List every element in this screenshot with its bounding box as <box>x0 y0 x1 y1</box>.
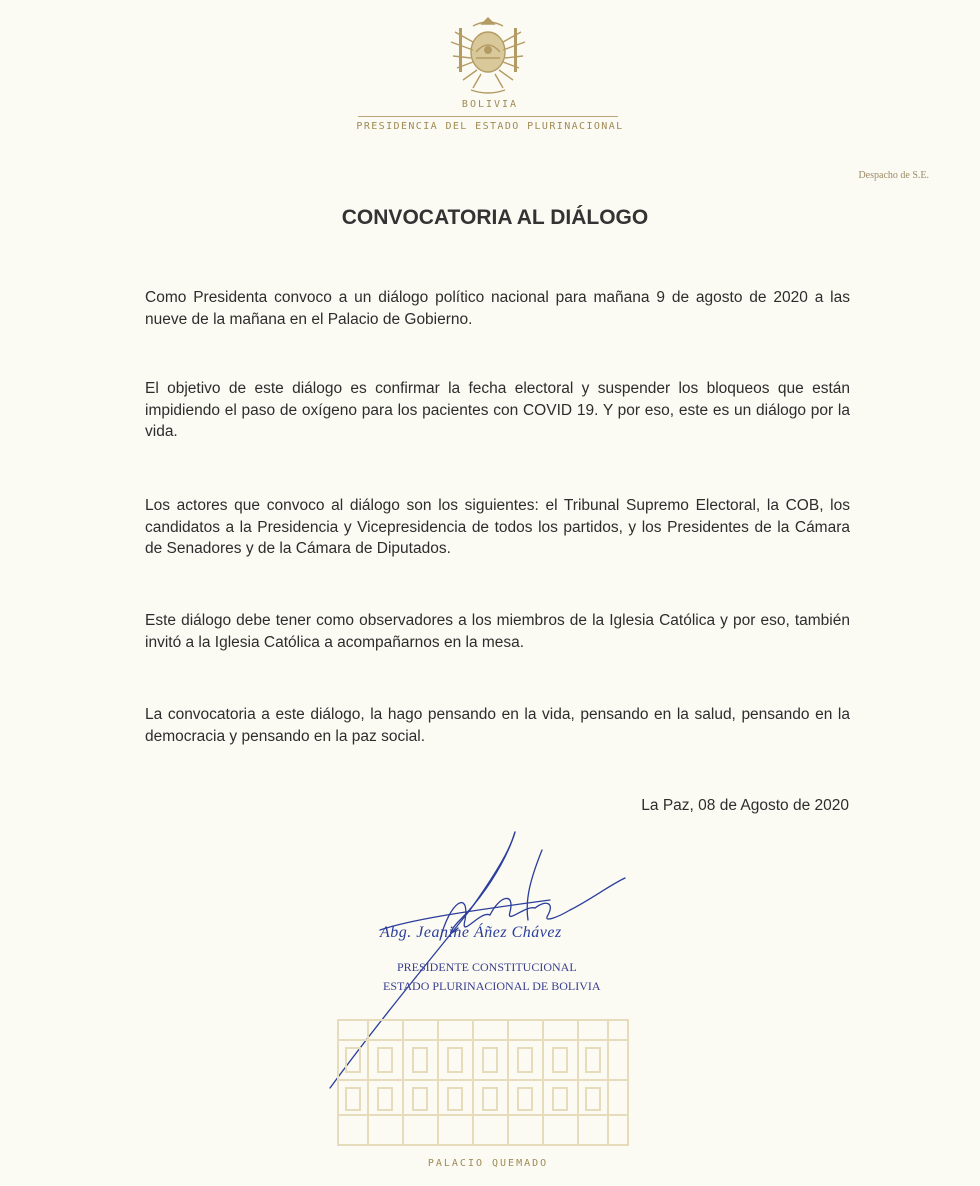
signature-state: ESTADO PLURINACIONAL DE BOLIVIA <box>383 979 601 993</box>
paragraph-4: Este diálogo debe tener como observadores a los miembros de la Iglesia Católica y por eso, también invitó a la Iglesia Católica a acompañarnos en la mesa. <box>145 612 850 651</box>
letterhead-country: BOLIVIA <box>461 99 519 110</box>
signature-name: Abg. Jeanine Áñez Chávez <box>380 924 562 941</box>
page-title: CONVOCATORIA AL DIÁLOGO <box>341 206 649 229</box>
paragraph-3: Los actores que convoco al diálogo son los siguientes: el Tribunal Supremo Electoral, la COB, los candidatos a la Presidencia y Vicepresidencia de todos los partidos, y los Presidentes de la Cámara de Senadores y de la Cámara de Diputados. <box>145 497 850 557</box>
letterhead-presidency: PRESIDENCIA DEL ESTADO PLURINACIONAL <box>356 121 624 132</box>
signature-title: PRESIDENTE CONSTITUCIONAL <box>397 960 577 974</box>
paragraph-1: Como Presidenta convoco a un diálogo político nacional para mañana 9 de agosto de 2020 a las nueve de la mañana en el Palacio de Gobierno. <box>145 289 850 328</box>
office-label: Despacho de S.E. <box>858 170 929 181</box>
place-date: La Paz, 08 de Agosto de 2020 <box>641 797 849 814</box>
palace-label: PALACIO QUEMADO <box>427 1158 549 1169</box>
letterhead-divider <box>358 116 618 117</box>
paragraph-2: El objetivo de este diálogo es confirmar la fecha electoral y suspender los bloqueos que están impidiendo el paso de oxígeno para los pacientes con COVID 19. Y por eso, este es un diálogo por la vida. <box>145 380 850 440</box>
coat-of-arms-icon <box>443 12 533 94</box>
palace-watermark-icon <box>328 1010 638 1150</box>
paragraph-5: La convocatoria a este diálogo, la hago pensando en la vida, pensando en la salud, pensando en la democracia y pensando en la paz social. <box>145 706 850 745</box>
